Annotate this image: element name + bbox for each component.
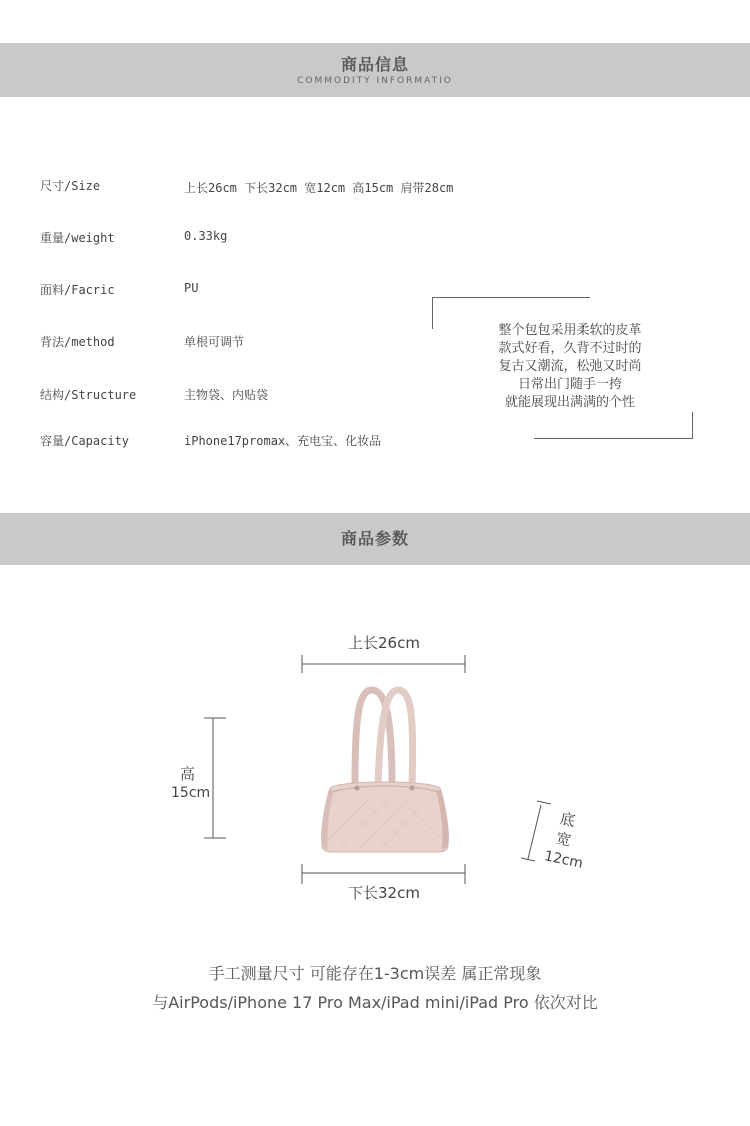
size-comparison-note: 与AirPods/iPhone 17 Pro Max/iPad mini/iPad Pro 依次对比	[152, 993, 598, 1012]
height-label: 高	[180, 765, 196, 783]
description-line: 日常出门随手一挎	[517, 377, 622, 392]
top-length-label: 上长26cm	[348, 634, 420, 652]
spec-label-capacity: 容量/Capacity	[40, 434, 130, 448]
description-line: 复古又潮流，松弛又时尚	[498, 359, 642, 374]
spec-label-weight: 重量/weight	[40, 231, 115, 245]
spec-value-size: 上长26cm 下长32cm 宽12cm 高15cm 肩带28cm	[184, 181, 454, 195]
section-title: 商品参数	[340, 529, 409, 548]
spec-label-fabric: 面料/Facric	[40, 283, 115, 297]
spec-value-structure: 主物袋、内贴袋	[184, 388, 269, 402]
spec-label-method: 背法/method	[40, 335, 115, 349]
bottom-width-label: 底宽	[554, 809, 577, 850]
spec-label-structure: 结构/Structure	[40, 388, 137, 402]
spec-value-method: 单根可调节	[184, 335, 245, 349]
spec-label-size: 尺寸/Size	[40, 179, 101, 193]
description-line: 整个包包采用柔软的皮革	[498, 323, 642, 338]
measurement-note: 手工测量尺寸 可能存在1-3cm误差 属正常现象	[208, 964, 542, 983]
bag-image	[300, 680, 470, 855]
spec-value-capacity: iPhone17promax、充电宝、化妆品	[184, 434, 382, 448]
section-subtitle: COMMODITY INFORMATIO	[297, 76, 453, 86]
bottom-width-value: 12cm	[542, 848, 585, 872]
spec-value-weight: 0.33kg	[184, 229, 228, 243]
section-title: 商品信息	[340, 55, 409, 74]
description-line: 款式好看，久背不过时的	[498, 341, 642, 356]
height-value: 15cm	[171, 785, 211, 801]
bottom-length-label: 下长32cm	[348, 884, 420, 902]
spec-value-fabric: PU	[184, 281, 199, 295]
description-line: 就能展现出满满的个性	[504, 395, 635, 410]
